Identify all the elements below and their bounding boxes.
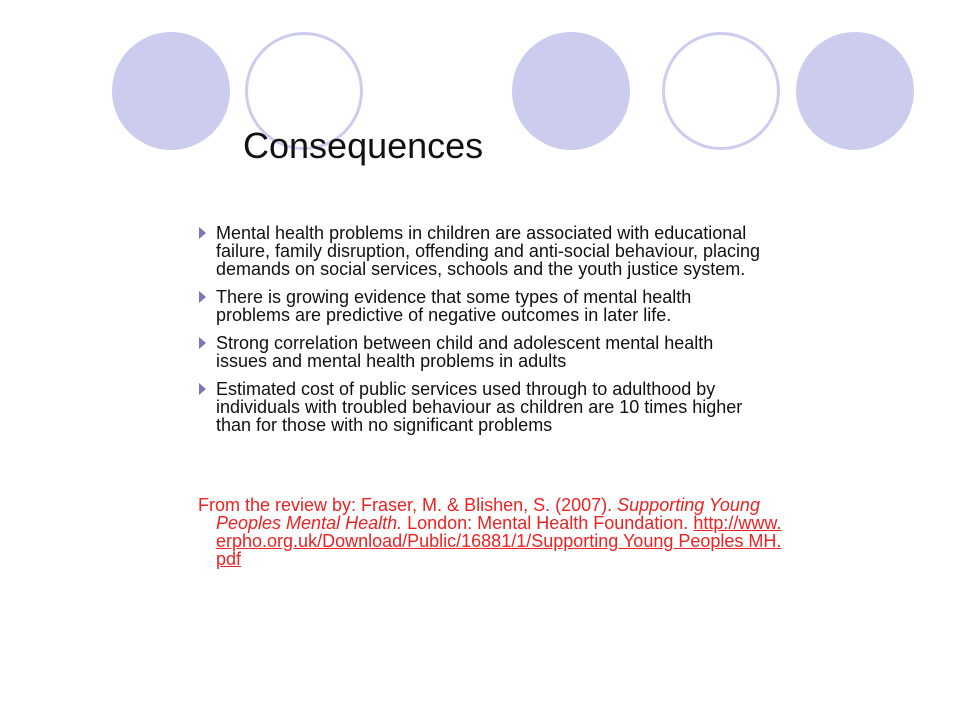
bullet-item xyxy=(198,380,768,434)
decorative-circle-5 xyxy=(796,32,914,150)
bullet-item xyxy=(198,288,768,324)
bullet-item xyxy=(198,334,768,370)
decorative-circle-4 xyxy=(662,32,780,150)
decorative-circle-3 xyxy=(512,32,630,150)
bullet-arrow-icon xyxy=(199,291,206,303)
citation-title: Supporting Young Peoples Mental Health. xyxy=(216,495,760,533)
citation-link[interactable]: http://www.erpho.org.uk/Download/Public/16881/1/Supporting Young Peoples MH.pdf xyxy=(216,513,782,569)
bullet-text: Strong correlation between child and adolescent mental health issues and mental health problems in adults xyxy=(216,333,714,371)
slide-title: Consequences xyxy=(243,125,484,166)
bullet-item xyxy=(198,224,768,278)
bullet-arrow-icon xyxy=(199,227,206,239)
bullet-text: There is growing evidence that some types of mental health problems are predictive of negative outcomes in later life. xyxy=(216,287,692,325)
bullet-text: Estimated cost of public services used through to adulthood by individuals with troubled behaviour as children are 10 times higher than for those with no significant problems xyxy=(216,379,743,435)
bullet-text: Mental health problems in children are associated with educational failure, family disruption, offending and anti-social behaviour, placing demands on social services, schools and the youth justice system. xyxy=(216,223,760,279)
citation-prefix: From the review by: Fraser, M. & Blishen, S. (2007). xyxy=(198,495,618,515)
bullet-list xyxy=(198,224,768,444)
citation-publisher: London: Mental Health Foundation. xyxy=(402,513,694,533)
citation xyxy=(198,496,786,568)
decorative-circle-1 xyxy=(112,32,230,150)
bullet-arrow-icon xyxy=(199,383,206,395)
bullet-arrow-icon xyxy=(199,337,206,349)
